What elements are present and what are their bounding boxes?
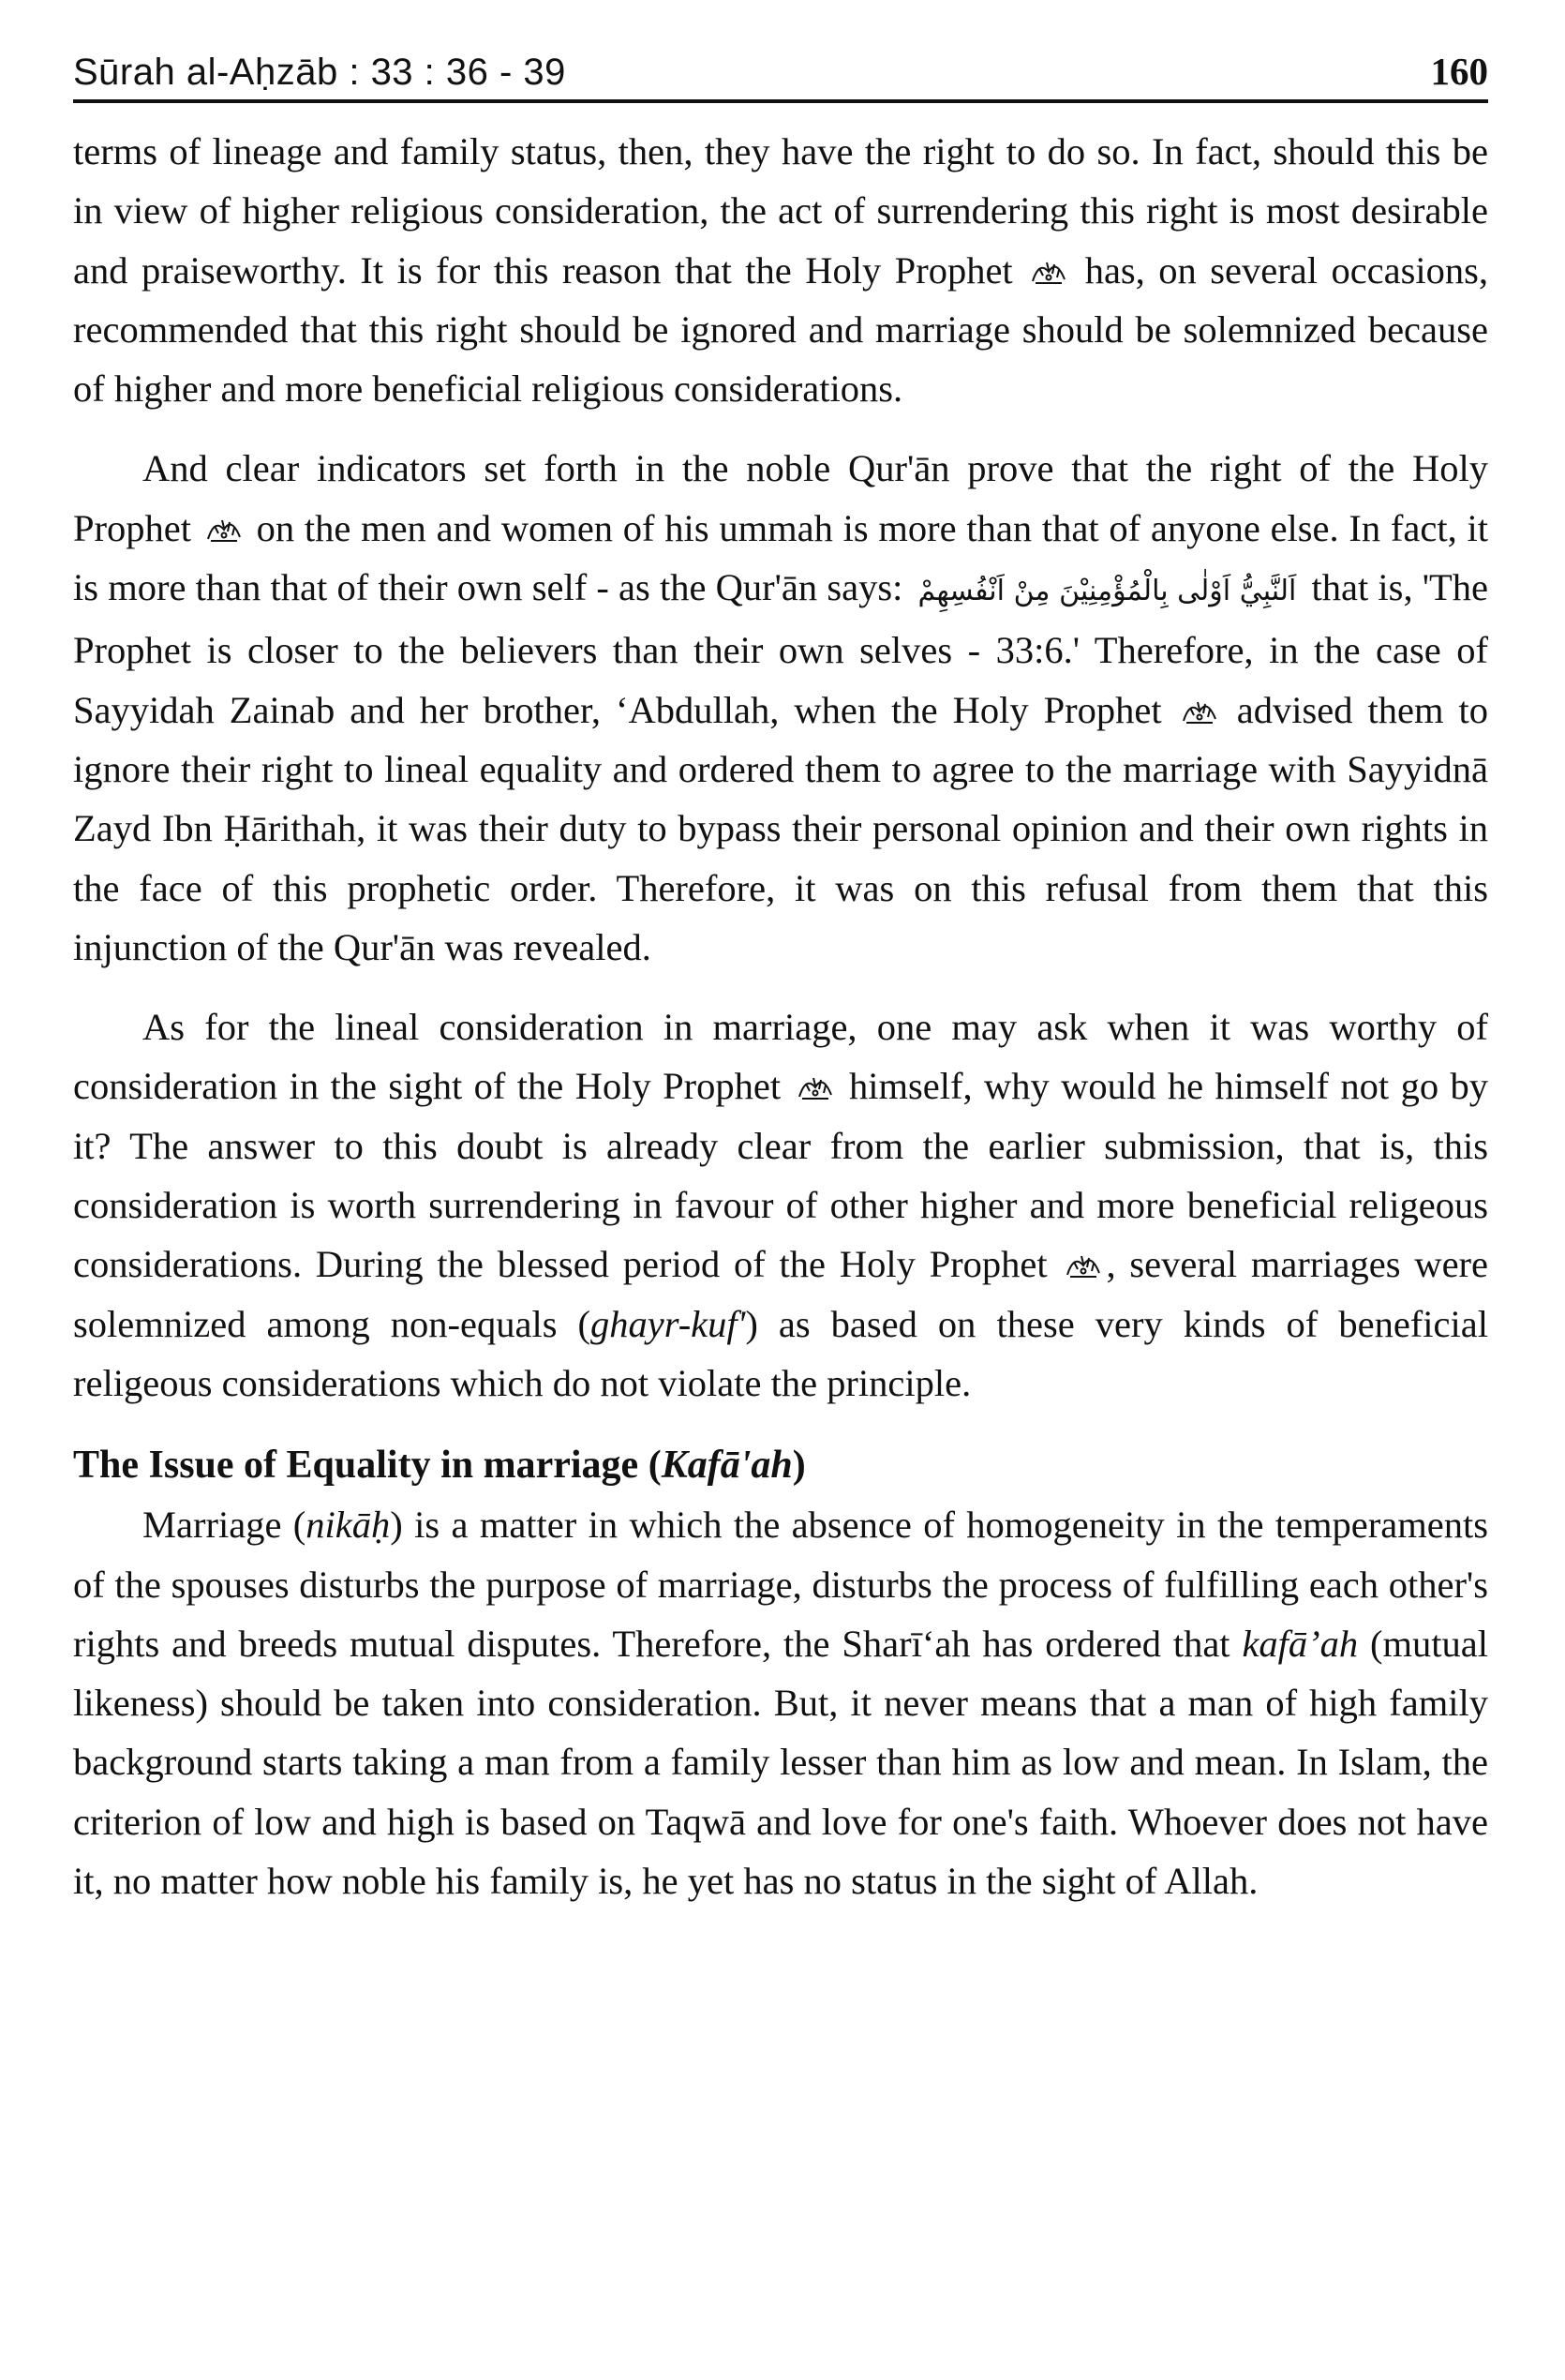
salutation-seal-icon <box>205 513 243 545</box>
salutation-seal-icon <box>1181 695 1218 726</box>
paragraph-4-text-a: Marriage ( <box>142 1504 306 1547</box>
paragraph-1-text-a: terms of lineage and family status, then, they have the right to do so. In fact, should this be in view of higher religious consideration, the act of surrendering this right is most desirable and praiseworthy. It is for this reason that the Holy Prophet <box>73 130 1488 292</box>
section-heading-italic: Kafā'ah <box>661 1444 793 1488</box>
quranic-verse-arabic: اَلنَّبِيُّ اَوْلٰى بِالْمُؤْمِنِيْنَ مِنْ اَنْفُسِهِمْ <box>917 575 1297 608</box>
paragraph-2-text-a: And clear indicators set forth in the noble Qur'ān prove that the right of the Holy Prophet <box>73 447 1488 549</box>
paragraph-2 <box>73 439 1488 977</box>
book-page <box>73 37 1488 1910</box>
paragraph-2-text-b: on the men and women of his ummah is more than that of anyone else. In fact, it is more than that of their own self - as the Qur'ān says: <box>73 506 1489 609</box>
section-heading <box>73 1435 1488 1495</box>
section-heading-text-b: ) <box>792 1444 806 1488</box>
section-heading-text-a: The Issue of Equality in marriage ( <box>73 1444 662 1488</box>
paragraph-4-text-c: (mutual likeness) should be taken into consideration. But, it never means that a man of high family background starts taking a man from a family lesser than him as low and mean. In Islam, the criterion of low and high is based on Taqwā and love for one's faith. Whoever does not have it, no matter how noble his family is, he yet has no status in the sight of Allah. <box>73 1622 1489 1903</box>
paragraph-1-text-b: has, on several occasions, recommended that this right should be ignored and marriage should be solemnized because of higher and more beneficial religious considerations. <box>73 248 1489 411</box>
paragraph-3-italic-term: ghayr-kuf' <box>590 1302 746 1345</box>
salutation-seal-icon <box>797 1070 834 1102</box>
paragraph-2-text-d: advised them to ignore their right to lineal equality and ordered them to agree to the marriage with Sayyidnā Zayd Ibn Ḥārithah, it was their duty to bypass their personal opinion and their own rights in the face of this prophetic order. Therefore, it was on this refusal from them that this injunction of the Qur'ān was revealed. <box>73 688 1489 968</box>
page-number: 160 <box>1430 50 1488 93</box>
paragraph-3-text-d: ) as based on these very kinds of beneficial religeous considerations which do not violate the principle. <box>73 1302 1488 1404</box>
paragraph-4 <box>73 1495 1488 1910</box>
paragraph-2-text-c: that is, 'The Prophet is closer to the believers than their own selves - 33:6.' Therefore, in the case of Sayyidah Zainab and her brother, ‘Abdullah, when the Holy Prophet <box>73 566 1489 731</box>
paragraph-1 <box>73 122 1488 418</box>
paragraph-4-italic-nikah: nikāḥ <box>306 1504 391 1547</box>
salutation-seal-icon <box>1030 255 1067 287</box>
paragraph-3-text-b: himself, why would he himself not go by it? The answer to this doubt is already clear from the earlier submission, that is, this consideration is worth surrendering in favour of other higher and more beneficial religeous considerations. During the blessed period of the Holy Prophet <box>73 1065 1489 1286</box>
paragraph-4-text-b: ) is a matter in which the absence of homogeneity in the temperaments of the spouses disturbs the purpose of marriage, disturbs the process of fulfilling each other's rights and breeds mutual disputes. Therefore, the Sharī‘ah has ordered that <box>73 1504 1488 1665</box>
page-body <box>73 122 1488 1910</box>
paragraph-3-text-c: , several marriages were solemnized among non-equals ( <box>73 1243 1489 1345</box>
paragraph-3-text-a: As for the lineal consideration in marriage, one may ask when it was worthy of consideration in the sight of the Holy Prophet <box>73 1006 1488 1108</box>
running-title: Sūrah al-Aḥzāb : 33 : 36 - 39 <box>73 52 566 93</box>
page-header <box>73 37 1488 103</box>
salutation-seal-icon <box>1065 1249 1102 1280</box>
paragraph-3 <box>73 997 1488 1413</box>
paragraph-4-italic-kafaah: kafā’ah <box>1242 1622 1359 1665</box>
